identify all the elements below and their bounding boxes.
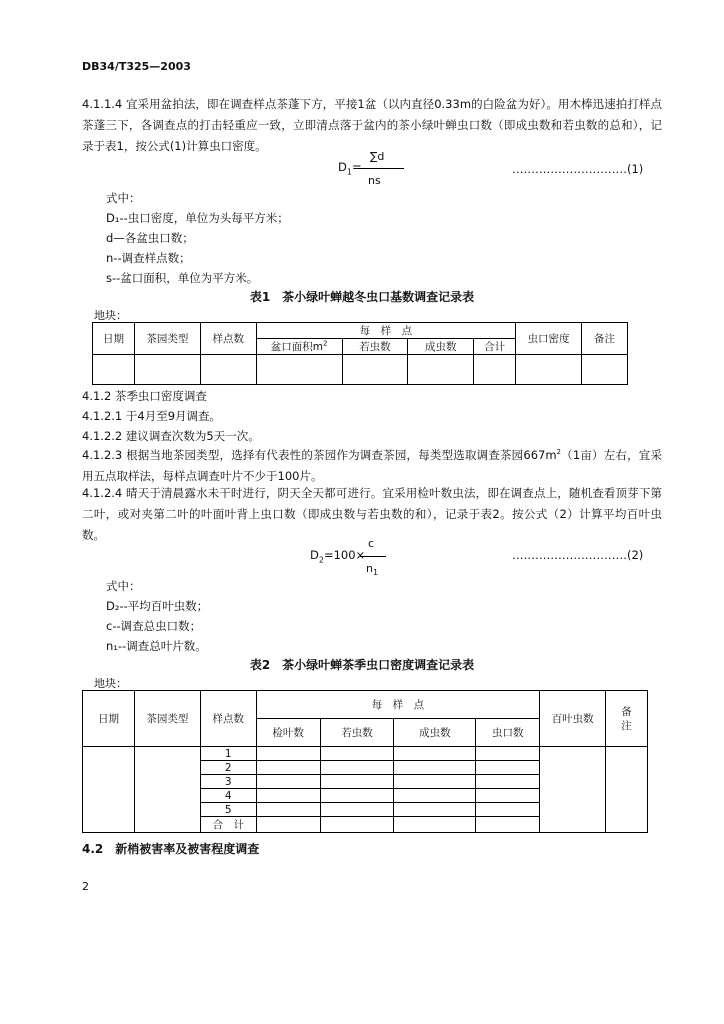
legend-1-item: n--调查样点数；	[106, 251, 191, 265]
table-2-header-garden-type: 茶园类型	[134, 691, 200, 747]
clause-4-1-2-title: 4.1.2 茶季虫口密度调查	[82, 389, 207, 403]
table-2-row-label: 2	[200, 761, 256, 775]
formula-1-lhs: $D_1=$	[338, 160, 362, 177]
table-2-header-per-sample-point: 每 样 点	[256, 691, 539, 719]
section-4-2-title: 4.2 新梢被害率及被害程度调查	[82, 842, 260, 856]
formula-1-fraction-bar	[358, 168, 404, 169]
table-row	[93, 355, 628, 385]
formula-2-leader: …………………………(2)	[512, 548, 644, 562]
table-2-row-label: 1	[200, 747, 256, 761]
table-1-plot-label: 地块：	[94, 309, 127, 322]
formula-2-lhs: $D_2=100\times$	[310, 548, 366, 565]
table-2-header-leaves: 检叶数	[256, 719, 320, 747]
formula-1-numerator: ∑d	[370, 150, 385, 163]
table-1-header-total: 合计	[474, 339, 516, 355]
formula-2-fraction-bar	[360, 556, 386, 557]
formula-2-denominator: $n_1$	[366, 562, 379, 578]
legend-2-intro: 式中：	[106, 579, 141, 593]
table-2-row-label: 5	[200, 803, 256, 817]
page-number: 2	[82, 880, 89, 893]
table-1-caption: 表1 茶小绿叶蝉越冬虫口基数调查记录表	[249, 290, 475, 304]
legend-1-item: s--盆口面积，单位为平方米。	[106, 271, 259, 285]
table-2	[82, 690, 648, 833]
table-1-header-density: 虫口密度	[516, 323, 582, 355]
table-2-row-label: 3	[200, 775, 256, 789]
table-1-header-per-sample-point: 每 样 点	[256, 323, 515, 339]
table-1	[92, 322, 628, 385]
legend-2-item: n₁--调查总叶片数。	[106, 639, 207, 653]
clause-4-1-2-3: 4.1.2.3 根据当地茶园类型，选择有代表性的茶园作为调查茶园，每类型选取调查茶园$667m^2(1$亩）左右，宜采用五点取样法，每样点调查叶片不少于100片。	[82, 447, 662, 483]
table-2-plot-label: 地块：	[94, 677, 127, 690]
clause-4-1-2-2: 4.1.2.2 建议调查次数为5天一次。	[82, 429, 260, 443]
formula-1-leader: …………………………(1)	[512, 162, 644, 176]
document-id: DB34/T325—2003	[82, 60, 191, 73]
legend-2-item: c--调查总虫口数；	[106, 619, 202, 633]
table-2-header-sample-count: 样点数	[200, 691, 256, 747]
legend-2-item: D₂--平均百叶虫数；	[106, 599, 209, 613]
table-1-header-area: 盆口面积$m^2$	[256, 339, 342, 355]
table-2-header-hundred-leaf: 百叶虫数	[540, 691, 606, 747]
table-2-header-nymph: 若虫数	[320, 719, 394, 747]
table-2-row-label: 合 计	[200, 817, 256, 833]
clause-4-1-2-1: 4.1.2.1 于4月至9月调查。	[82, 409, 222, 423]
table-row	[83, 747, 648, 761]
clause-4-1-1-4: 4.1.1.4 宜采用盆拍法，即在调查样点茶蓬下方，平接1盆（以内直径0.33m的白险盆为好）。用木棒迅速拍打样点茶蓬三下，各调查点的打击轻重应一致，立即清点落于盆内的茶小绿叶蝉虫口数（即成虫数和若虫数的总和），记录于表1，按公式(1)计算虫口密度。	[82, 97, 662, 153]
table-1-header-remark: 备注	[582, 323, 628, 355]
table-2-row-label: 4	[200, 789, 256, 803]
legend-1-intro: 式中：	[106, 191, 141, 205]
table-1-header-nymph: 若虫数	[342, 339, 408, 355]
table-2-header-remark: 备 注	[606, 691, 648, 747]
legend-1-item: D₁--虫口密度，单位为头每平方米；	[106, 211, 289, 225]
table-1-header-garden-type: 茶园类型	[134, 323, 200, 355]
table-1-header-date: 日期	[93, 323, 135, 355]
formula-2-numerator: c	[368, 537, 375, 550]
table-2-caption: 表2 茶小绿叶蝉茶季虫口密度调查记录表	[249, 658, 475, 672]
table-1-header-sample-count: 样点数	[200, 323, 256, 355]
table-2-header-date: 日期	[83, 691, 135, 747]
formula-1-denominator: ns	[368, 174, 381, 187]
clause-4-1-2-4: 4.1.2.4 晴天于清晨露水未干时进行，阴天全天都可进行。宜采用检叶数虫法，即在调查点上，随机查看顶芽下第二叶，或对夹第二叶的叶面叶背上虫口数（即成虫数与若虫数的和），记录于表2。按公式（2）计算平均百叶虫数。	[82, 486, 662, 542]
table-2-header-adult: 成虫数	[394, 719, 476, 747]
legend-1-item: d—各盆虫口数；	[106, 231, 194, 245]
table-1-header-adult: 成虫数	[408, 339, 474, 355]
table-2-header-population: 虫口数	[476, 719, 540, 747]
